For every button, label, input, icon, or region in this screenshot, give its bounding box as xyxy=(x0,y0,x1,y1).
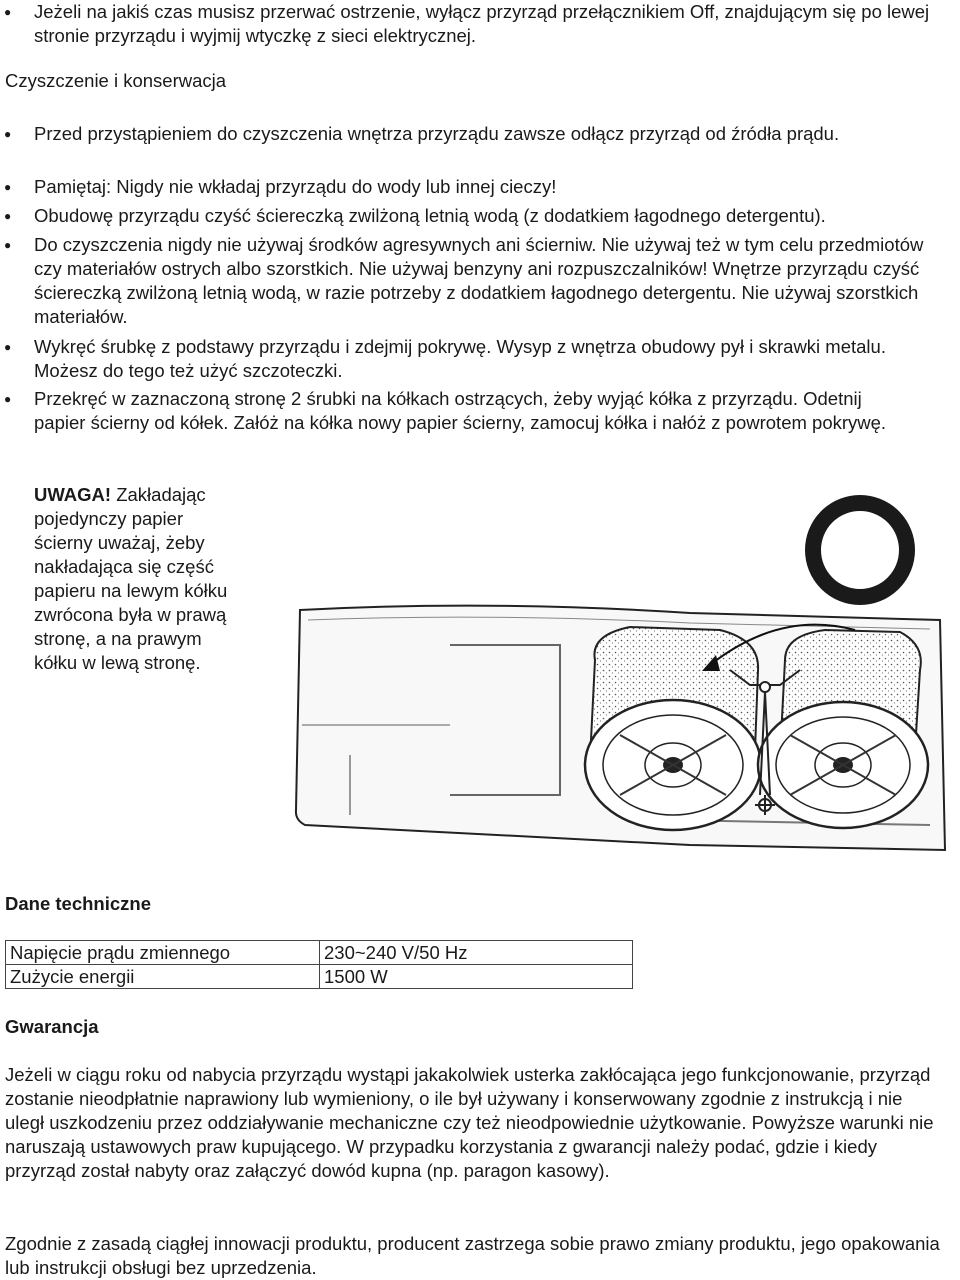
spec-value: 1500 W xyxy=(320,965,633,989)
innovation-paragraph: Zgodnie z zasadą ciągłej innowacji produktu, producent zastrzega sobie prawo zmiany produktu, jego opakowania lub instrukcji obsługi bez uprzedzenia. xyxy=(5,1233,940,1278)
warranty-heading: Gwarancja xyxy=(5,1016,99,1037)
specs-table xyxy=(5,940,633,989)
bullet-icon: ● xyxy=(4,209,12,223)
bullet-icon: ● xyxy=(4,5,12,19)
bullet-icon: ● xyxy=(4,127,12,141)
warning-note xyxy=(34,483,246,675)
warranty-paragraph: Jeżeli w ciągu roku od nabycia przyrządu wystąpi jakakolwiek usterka zakłócająca jego funkcjonowanie, przyrząd zostanie nieodpłatnie naprawiony lub wymieniony, o ile był używany i konserwowany zgodnie z instrukcją i nie uległ uszkodzeniu przez oddziaływanie mechaniczne czy też nieodpowiednie użytkowanie. Powyższe warunki nie naruszają ustawowych praw kupującego. W przypadku korzystania z gwarancji należy podać, gdzie i kiedy przyrząd został nabyty oraz załączyć dowód kupna (np. paragon kasowy). xyxy=(5,1064,934,1181)
bullet-icon: ● xyxy=(4,238,12,252)
spec-label: Napięcie prądu zmiennego xyxy=(6,941,320,965)
left-wheel xyxy=(585,627,761,830)
sharpener-wheels-diagram xyxy=(290,495,960,865)
spec-value: 230~240 V/50 Hz xyxy=(320,941,633,965)
specs-heading: Dane techniczne xyxy=(5,893,151,914)
bullet-icon: ● xyxy=(4,180,12,194)
bullet-icon: ● xyxy=(4,340,12,354)
warning-text: Zakładając pojedynczy papier ścierny uważaj, żeby nakładająca się część papieru na lewym kółku zwrócona była w prawą stronę, a na prawym kółku w lewą stronę. xyxy=(34,484,228,673)
ring-icon xyxy=(813,503,907,597)
intro-bullet-text: Jeżeli na jakiś czas musisz przerwać ostrzenie, wyłącz przyrząd przełącznikiem Off, znajdującym się po lewej stronie przyrządu i wyjmij wtyczkę z sieci elektrycznej. xyxy=(34,1,930,46)
cleaning-heading: Czyszczenie i konserwacja xyxy=(5,70,227,91)
spec-label: Zużycie energii xyxy=(6,965,320,989)
table-row xyxy=(6,941,633,965)
bullet-icon: ● xyxy=(4,392,12,406)
warning-label: UWAGA! xyxy=(34,484,112,505)
table-row xyxy=(6,965,633,989)
